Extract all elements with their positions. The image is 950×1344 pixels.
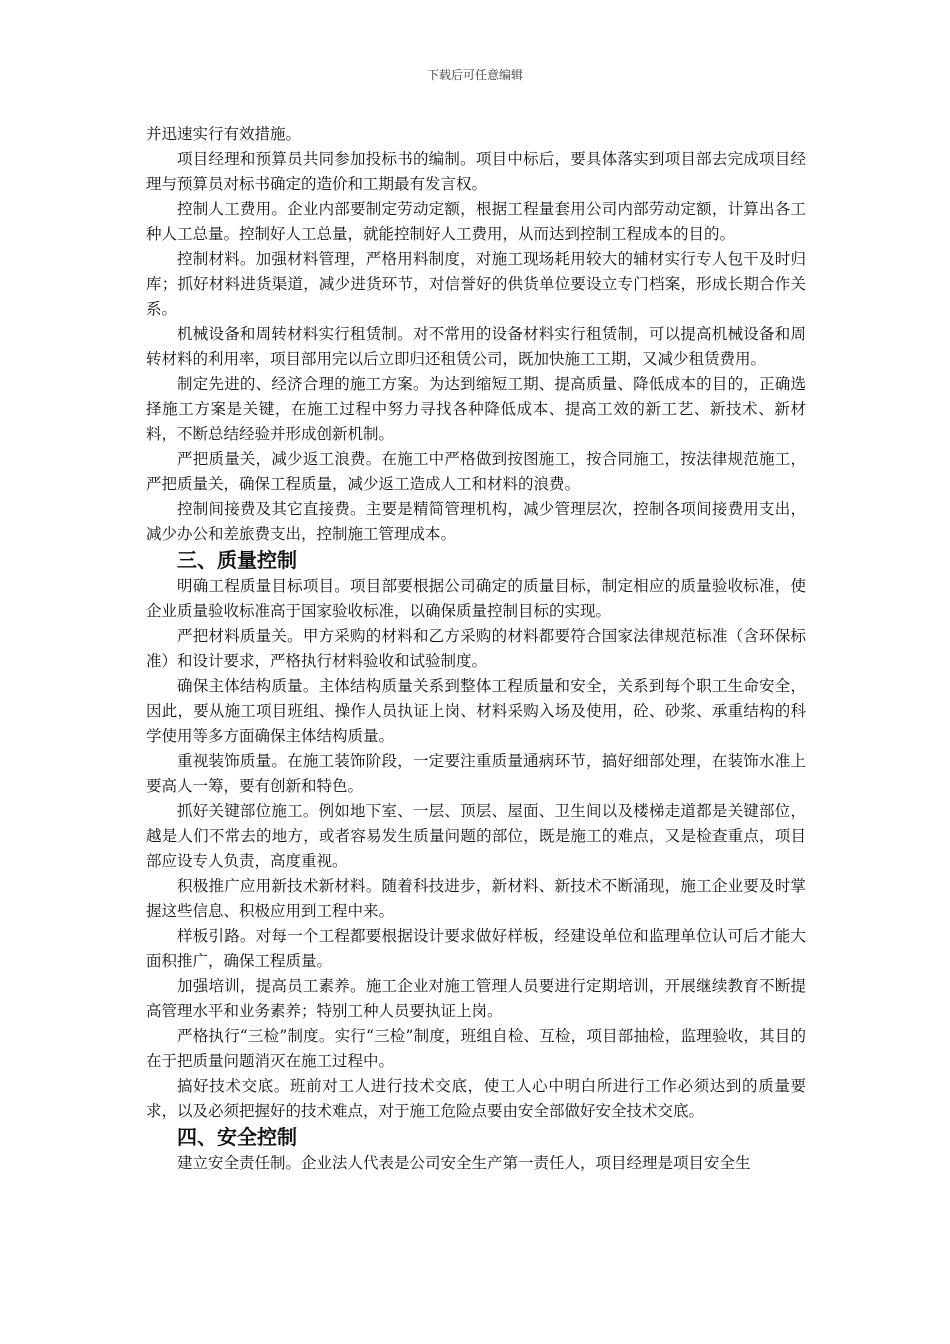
page-header: 下载后可任意编辑 <box>426 68 523 82</box>
document-body <box>146 122 806 1176</box>
paragraph: 建立安全责任制。企业法人代表是公司安全生产第一责任人，项目经理是项目安全生 <box>177 1154 751 1172</box>
paragraph: 严格执行“三检”制度。实行“三检”制度，班组自检、互检，项目部抽检，监理验收，其目的在于把质量问题消灭在施工过程中。 <box>146 1027 806 1070</box>
paragraph: 样板引路。对每一个工程都要根据设计要求做好样板，经建设单位和监理单位认可后才能大面积推广，确保工程质量。 <box>146 927 806 970</box>
paragraph: 控制材料。加强材料管理，严格用料制度，对施工现场耗用较大的辅材实行专人包干及时归库；抓好材料进货渠道，减少进货环节，对信誉好的供货单位要设立专门档案，形成长期合作关系。 <box>146 250 806 318</box>
paragraph: 明确工程质量目标项目。项目部要根据公司确定的质量目标，制定相应的质量验收标准，使企业质量验收标准高于国家验收标准，以确保质量控制目标的实现。 <box>146 577 806 620</box>
paragraph: 抓好关键部位施工。例如地下室、一层、顶层、屋面、卫生间以及楼梯走道都是关键部位，越是人们不常去的地方，或者容易发生质量问题的部位，既是施工的难点，又是检查重点，项目部应设专人负责，高度重视。 <box>146 802 806 870</box>
paragraph: 确保主体结构质量。主体结构质量关系到整体工程质量和安全，关系到每个职工生命安全，因此，要从施工项目班组、操作人员执证上岗、材料采购入场及使用，砼、砂浆、承重结构的科学使用等多方面确保主体结构质量。 <box>146 677 806 745</box>
paragraph: 制定先进的、经济合理的施工方案。为达到缩短工期、提高质量、降低成本的目的，正确选择施工方案是关键，在施工过程中努力寻找各种降低成本、提高工效的新工艺、新技术、新材料，不断总结经验并形成创新机制。 <box>146 375 806 443</box>
paragraph: 控制间接费及其它直接费。主要是精简管理机构，减少管理层次，控制各项间接费用支出，减少办公和差旅费支出，控制施工管理成本。 <box>146 500 806 543</box>
paragraph: 积极推广应用新技术新材料。随着科技进步，新材料、新技术不断涌现，施工企业要及时掌握这些信息、积极应用到工程中来。 <box>146 877 806 920</box>
paragraph: 严把材料质量关。甲方采购的材料和乙方采购的材料都要符合国家法律规范标准（含环保标准）和设计要求，严格执行材料验收和试验制度。 <box>146 627 806 670</box>
paragraph: 控制人工费用。企业内部要制定劳动定额，根据工程量套用公司内部劳动定额，计算出各工种人工总量。控制好人工总量，就能控制好人工费用，从而达到控制工程成本的目的。 <box>146 200 806 243</box>
paragraph: 项目经理和预算员共同参加投标书的编制。项目中标后，要具体落实到项目部去完成项目经理与预算员对标书确定的造价和工期最有发言权。 <box>146 150 806 193</box>
paragraph: 严把质量关，减少返工浪费。在施工中严格做到按图施工，按合同施工，按法律规范施工，严把质量关，确保工程质量，减少返工造成人工和材料的浪费。 <box>146 450 806 493</box>
paragraph: 机械设备和周转材料实行租赁制。对不常用的设备材料实行租赁制，可以提高机械设备和周转材料的利用率，项目部用完以后立即归还租赁公司，既加快施工工期，又减少租赁费用。 <box>146 325 806 368</box>
paragraph: 并迅速实行有效措施。 <box>146 125 302 143</box>
section-heading-quality: 三、质量控制 <box>177 548 297 572</box>
paragraph: 加强培训，提高员工素养。施工企业对施工管理人员要进行定期培训，开展继续教育不断提高管理水平和业务素养；特别工种人员要执证上岗。 <box>146 977 806 1020</box>
section-heading-safety: 四、安全控制 <box>177 1125 297 1149</box>
paragraph: 重视装饰质量。在施工装饰阶段，一定要注重质量通病环节，搞好细部处理，在装饰水准上要高人一筹，要有创新和特色。 <box>146 752 806 795</box>
paragraph: 搞好技术交底。班前对工人进行技术交底，使工人心中明白所进行工作必须达到的质量要求，以及必须把握好的技术难点，对于施工危险点要由安全部做好安全技术交底。 <box>146 1077 806 1120</box>
